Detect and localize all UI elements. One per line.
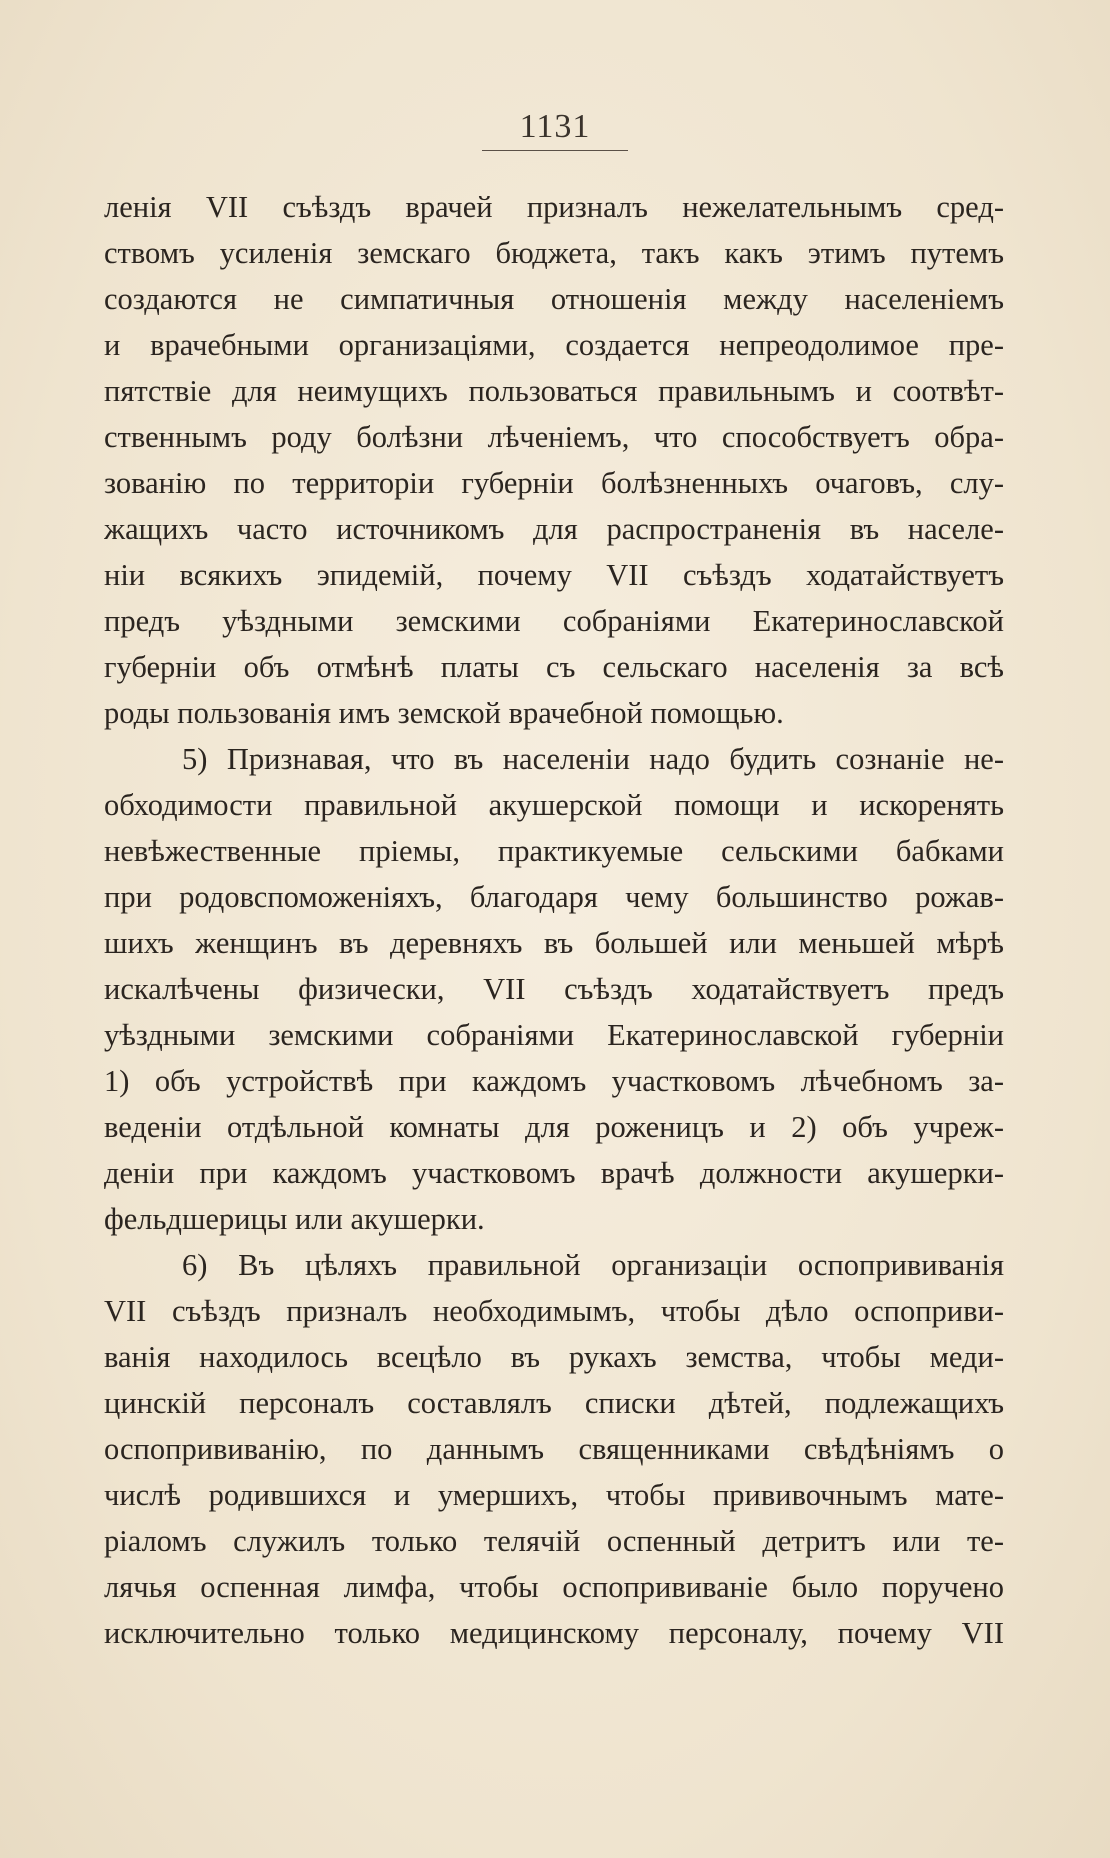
- text-line: оспопрививанію, по даннымъ священниками свѣдѣніямъ о: [104, 1432, 1004, 1466]
- text-line: числѣ родившихся и умершихъ, чтобы прививочнымъ мате-: [104, 1478, 1004, 1512]
- text-line: шихъ женщинъ въ деревняхъ въ большей или меньшей мѣрѣ: [104, 926, 1004, 960]
- text-line: ственнымъ роду болѣзни лѣченіемъ, что способствуетъ обра-: [104, 420, 1004, 454]
- text-line: создаются не симпатичныя отношенія между населеніемъ: [104, 282, 1004, 316]
- text-line: роды пользованія имъ земской врачебной помощью.: [104, 696, 784, 730]
- text-line: предъ уѣздными земскими собраніями Екатеринославской: [104, 604, 1004, 638]
- text-line: ствомъ усиленія земскаго бюджета, такъ какъ этимъ путемъ: [104, 236, 1004, 270]
- text-line: ленія VII съѣздъ врачей призналъ нежелательнымъ сред-: [104, 190, 1004, 224]
- text-line: обходимости правильной акушерской помощи и искоренять: [104, 788, 1004, 822]
- page-number: 1131: [519, 108, 591, 145]
- text-line: губерніи объ отмѣнѣ платы съ сельскаго населенія за всѣ: [104, 650, 1004, 684]
- text-line: цинскій персоналъ составлялъ списки дѣтей, подлежащихъ: [104, 1386, 1004, 1420]
- text-line: искалѣчены физически, VII съѣздъ ходатайствуетъ предъ: [104, 972, 1004, 1006]
- text-line: ніи всякихъ эпидемій, почему VII съѣздъ ходатайствуетъ: [104, 558, 1004, 592]
- text-line: исключительно только медицинскому персоналу, почему VII: [104, 1616, 1004, 1650]
- text-line: и врачебными организаціями, создается непреодолимое пре-: [104, 328, 1004, 362]
- text-line: ріаломъ служилъ только телячій оспенный детритъ или те-: [104, 1524, 1004, 1558]
- text-line: VII съѣздъ призналъ необходимымъ, чтобы дѣло оспоприви-: [104, 1294, 1004, 1328]
- text-line: лячья оспенная лимфа, чтобы оспопрививаніе было поручено: [104, 1570, 1004, 1604]
- text-line: веденіи отдѣльной комнаты для роженицъ и 2) объ учреж-: [104, 1110, 1004, 1144]
- paragraph-6-start: 6) Въ цѣляхъ правильной организаціи оспопрививанія: [182, 1248, 1004, 1282]
- page-number-rule: [482, 150, 628, 151]
- text-line: пятствіе для неимущихъ пользоваться правильнымъ и соотвѣт-: [104, 374, 1004, 408]
- text-line: зованію по территоріи губерніи болѣзненныхъ очаговъ, слу-: [104, 466, 1004, 500]
- text-line: жащихъ часто источникомъ для распространенія въ населе-: [104, 512, 1004, 546]
- text-line: деніи при каждомъ участковомъ врачѣ должности акушерки-: [104, 1156, 1004, 1190]
- text-line: при родовспоможеніяхъ, благодаря чему большинство рожав-: [104, 880, 1004, 914]
- text-line: невѣжественные пріемы, практикуемые сельскими бабками: [104, 834, 1004, 868]
- text-line: 1) объ устройствѣ при каждомъ участковомъ лѣчебномъ за-: [104, 1064, 1004, 1098]
- text-line: уѣздными земскими собраніями Екатеринославской губерніи: [104, 1018, 1004, 1052]
- text-line: ванія находилось всецѣло въ рукахъ земства, чтобы меди-: [104, 1340, 1004, 1374]
- paragraph-5-start: 5) Признавая, что въ населеніи надо будить сознаніе не-: [182, 742, 1004, 776]
- text-line: фельдшерицы или акушерки.: [104, 1202, 485, 1236]
- body-text: [104, 184, 1004, 1656]
